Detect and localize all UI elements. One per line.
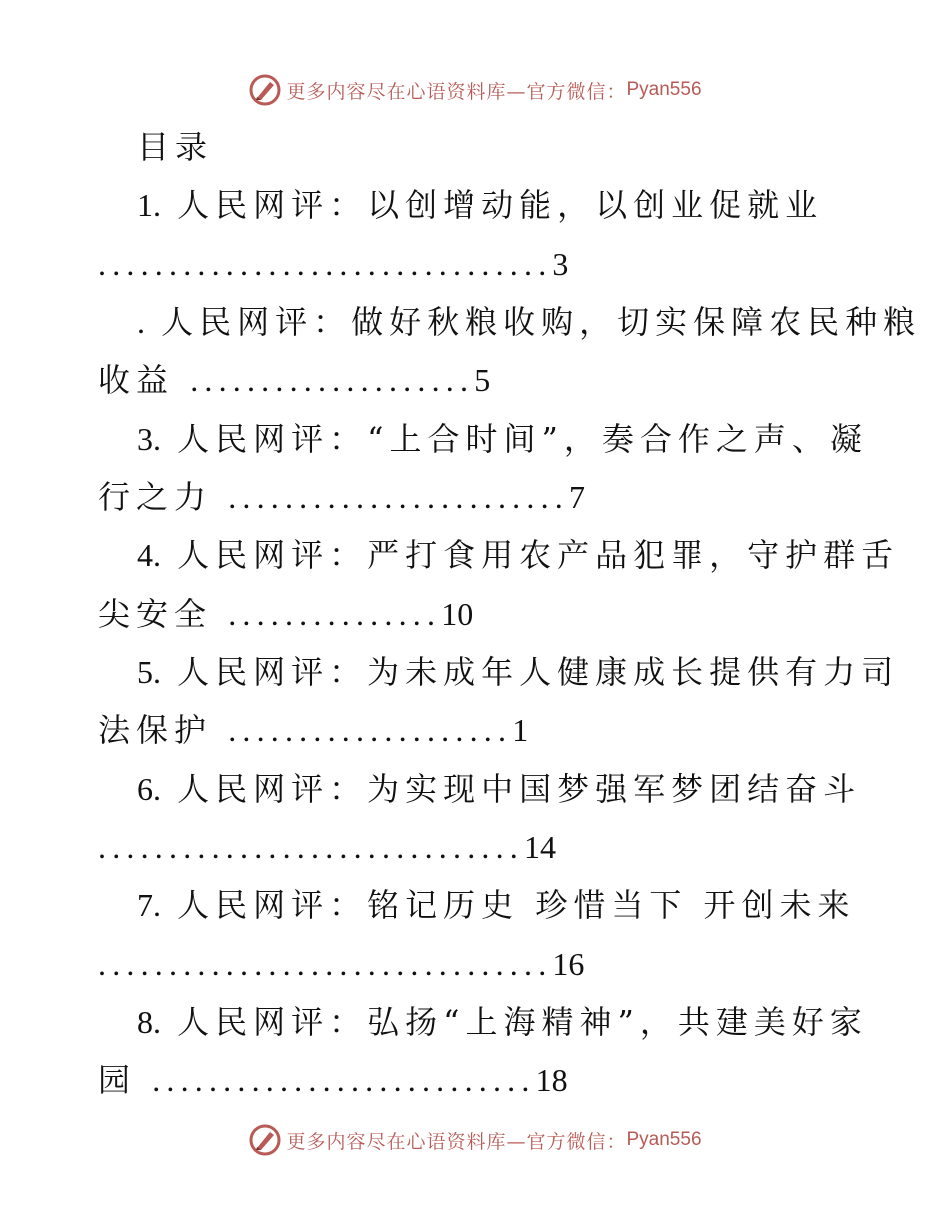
watermark-wechat-id: Pyan556: [626, 79, 702, 100]
toc-entry-6[interactable]: [137, 769, 861, 809]
dot-leader: ....................: [190, 362, 475, 398]
toc-entry-7[interactable]: [137, 885, 856, 925]
footer-watermark: [0, 1120, 950, 1160]
entry-title: 人民网评：以创增动能，以创业促就业: [177, 186, 824, 224]
toc-entry-2[interactable]: [137, 302, 921, 342]
entry-number: 3.: [137, 421, 161, 457]
entry-title: 人民网评：弘扬“上海精神”，共建美好家: [177, 1003, 868, 1041]
header-watermark: [0, 70, 950, 110]
toc-title: 目录: [137, 128, 214, 166]
toc-entry-5[interactable]: [137, 652, 899, 692]
entry-title-continued: 收益: [98, 361, 175, 399]
toc-entry-3-leader: [98, 477, 585, 517]
dot-leader: ........................: [228, 479, 569, 515]
dot-leader: ..............................: [98, 829, 524, 865]
page-number: 16: [552, 946, 585, 982]
toc-entry-1-leader: [98, 244, 568, 284]
entry-title: 人民网评：严打食用农产品犯罪，守护群舌: [177, 536, 900, 574]
entry-number: 7.: [137, 887, 161, 923]
dot-leader: ................................: [98, 246, 553, 282]
toc-entry-6-leader: [98, 827, 556, 867]
entry-title-continued: 行之力: [98, 478, 213, 516]
toc-entry-7-leader: [98, 944, 584, 984]
entry-number: 4.: [137, 537, 161, 573]
entry-title-continued: 尖安全: [98, 595, 213, 633]
page-number: 14: [524, 829, 556, 865]
pen-logo-icon: [248, 1123, 282, 1157]
toc-entry-4[interactable]: [137, 535, 899, 575]
toc-entry-4-leader: [98, 594, 473, 634]
page-number: 1: [512, 712, 529, 748]
pen-logo-icon: [248, 73, 282, 107]
entry-title-continued: 法保护: [98, 711, 213, 749]
page-number: 10: [441, 596, 474, 632]
entry-number: .: [137, 304, 145, 340]
dot-leader: ...............: [228, 596, 442, 632]
watermark-text: 更多内容尽在心语资料库—官方微信：: [286, 1130, 627, 1153]
entry-number: 8.: [137, 1004, 161, 1040]
toc-entry-5-leader: [98, 710, 528, 750]
entry-number: 1.: [137, 187, 161, 223]
entry-title: 人民网评：“上合时间”，奏合作之声、凝: [177, 420, 868, 458]
dot-leader: ...........................: [152, 1062, 536, 1098]
page-number: 5: [474, 362, 491, 398]
toc-entry-3[interactable]: [137, 419, 868, 459]
entry-title: 人民网评：为实现中国梦强军梦团结奋斗: [177, 770, 862, 808]
entry-number: 5.: [137, 654, 161, 690]
entry-title-continued: 园: [98, 1061, 137, 1099]
entry-title: 人民网评：做好秋粮收购，切实保障农民种粮: [161, 303, 922, 341]
dot-leader: ....................: [228, 712, 513, 748]
watermark-wechat-id: Pyan556: [626, 1129, 702, 1150]
watermark-text: 更多内容尽在心语资料库—官方微信：: [286, 80, 627, 103]
toc-entry-1[interactable]: [137, 185, 823, 225]
entry-title: 人民网评：铭记历史 珍惜当下 开创未来: [177, 886, 856, 924]
page-number: 18: [535, 1062, 568, 1098]
entry-number: 6.: [137, 771, 161, 807]
page-number: 7: [569, 479, 585, 515]
toc-entry-8[interactable]: [137, 1002, 868, 1042]
toc-entry-8-leader: [98, 1060, 568, 1100]
entry-title: 人民网评：为未成年人健康成长提供有力司: [177, 653, 900, 691]
page-number: 3: [552, 246, 569, 282]
dot-leader: ................................: [98, 946, 553, 982]
toc-entry-2-leader: [98, 360, 490, 400]
